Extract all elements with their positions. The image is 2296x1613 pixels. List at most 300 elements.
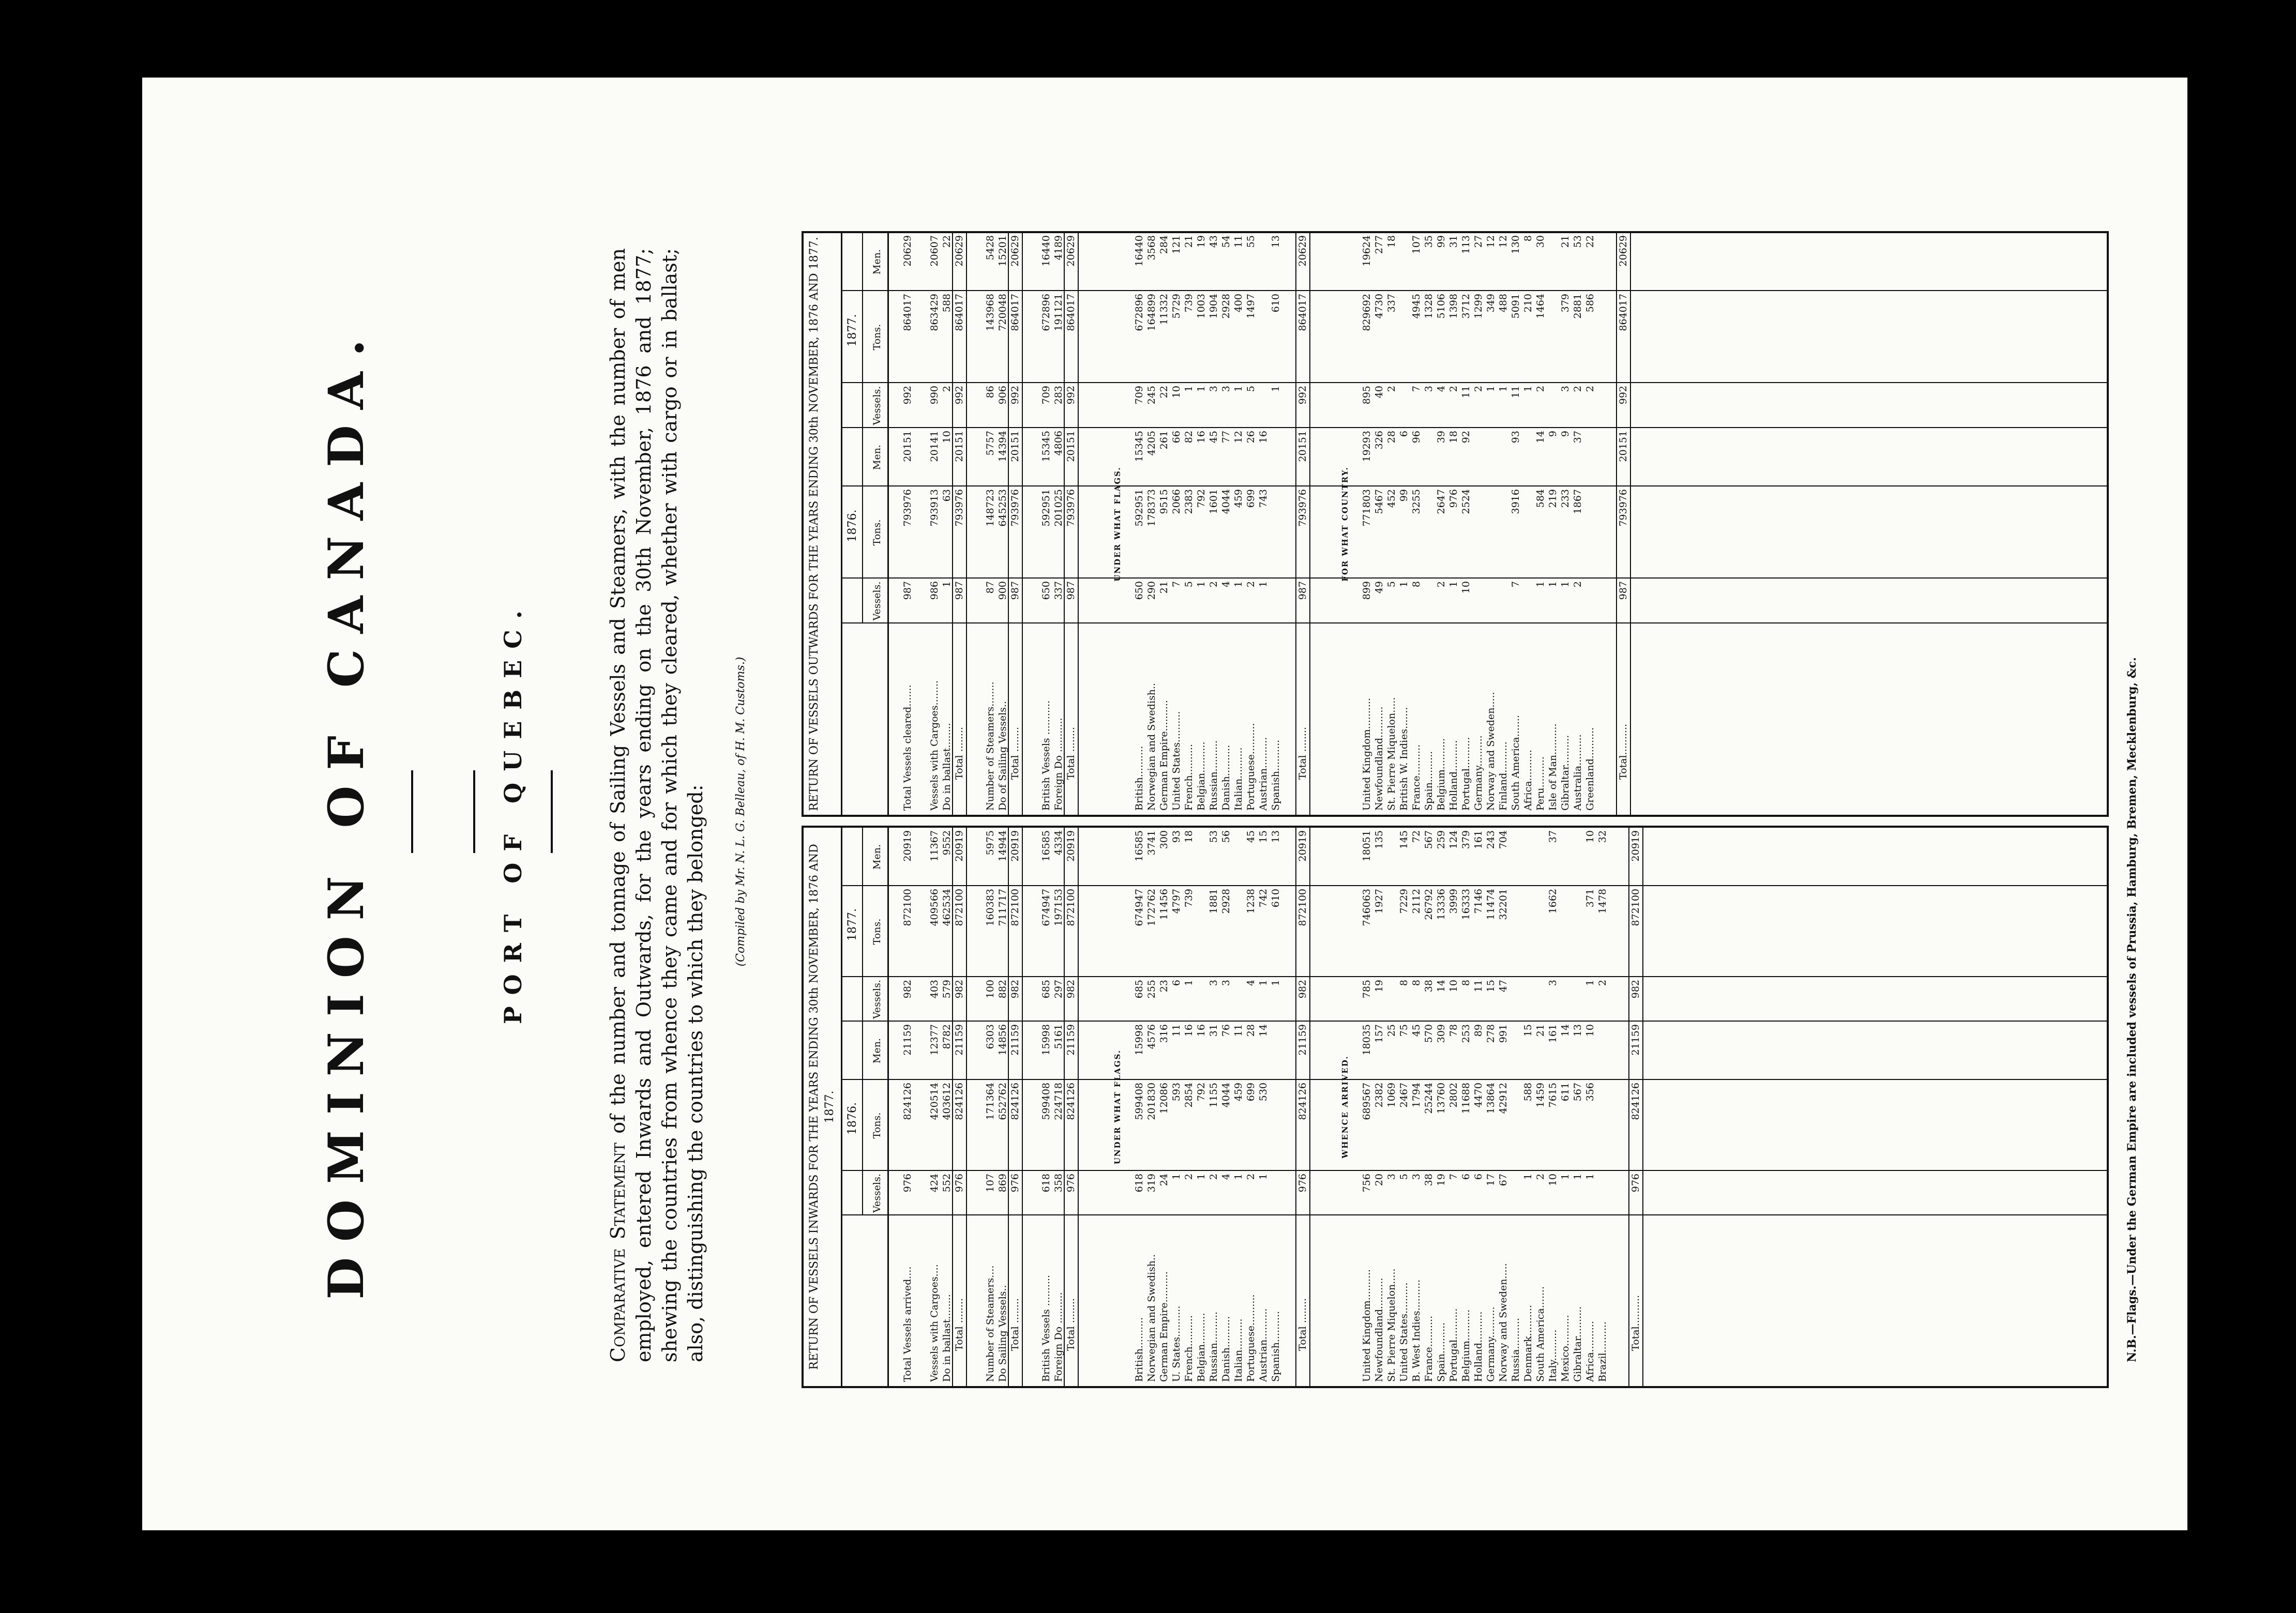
inwards-cell: 1 xyxy=(1196,1174,1207,1180)
inwards-cell: 579 xyxy=(941,980,953,999)
outwards-row-label: United States.......... xyxy=(1171,711,1182,811)
outwards-cell: 895 xyxy=(1361,386,1372,405)
inwards-cell: 1 xyxy=(1258,1174,1269,1180)
outwards-row xyxy=(1009,233,1021,815)
subtitle-rule-bottom xyxy=(551,770,553,853)
inwards-cell: 872100 xyxy=(1297,889,1308,926)
outwards-row-label: Total Vessels cleared....... xyxy=(902,684,913,811)
outwards-cell: 488 xyxy=(1498,294,1509,313)
inwards-cell: 824126 xyxy=(1297,1083,1308,1120)
inwards-row xyxy=(1411,828,1422,1386)
inwards-row xyxy=(1040,828,1052,1386)
outwards-cell: 22 xyxy=(1158,386,1170,399)
outwards-cell: 987 xyxy=(1618,581,1629,600)
outwards-cell: 27 xyxy=(1473,235,1484,248)
outwards-col-2: Men. xyxy=(871,445,883,470)
inwards-cell: 2467 xyxy=(1398,1083,1410,1108)
outwards-row-label: Number of Steamers........ xyxy=(985,681,996,811)
outwards-cell: 2 xyxy=(1386,386,1397,392)
outwards-row-label: United Kingdom.......... xyxy=(1361,697,1372,811)
rotated-page-content xyxy=(142,93,2187,1530)
outwards-row xyxy=(1134,233,1145,815)
inwards-row xyxy=(1572,828,1583,1386)
outwards-cell: 3 xyxy=(1560,386,1571,392)
inwards-cell: 13336 xyxy=(1436,889,1447,920)
outwards-cell: 2 xyxy=(1572,581,1583,588)
outwards-row xyxy=(1258,233,1269,815)
inwards-cell: 38 xyxy=(1423,1174,1434,1186)
inwards-cell: 371 xyxy=(1584,889,1596,908)
footnote: N.B.—Flags.—Under the German Empire are included vessels of Prussia, Hamburg, Bremen, Mecklenburg, &c. xyxy=(2125,657,2139,1362)
inwards-cell: 16585 xyxy=(1040,830,1052,862)
inwards-cell: 1794 xyxy=(1411,1083,1422,1108)
inwards-year-block-77 xyxy=(842,828,889,1022)
outwards-year-77: 1877. xyxy=(842,233,863,428)
outwards-cell: 379 xyxy=(1560,294,1571,313)
inwards-total-rule xyxy=(1022,828,1023,1386)
outwards-cell: 21 xyxy=(1183,235,1195,248)
inwards-cell: 424 xyxy=(929,1174,940,1193)
inwards-cell: 75 xyxy=(1398,1024,1410,1037)
inwards-cell: 72 xyxy=(1411,830,1422,843)
inwards-cell: 5975 xyxy=(985,830,996,856)
outwards-cell: 899 xyxy=(1361,581,1372,600)
outwards-row xyxy=(1386,233,1397,815)
outwards-row-label: Total.......... xyxy=(1618,723,1629,780)
inwards-row-label: Foreign Do .......... xyxy=(1053,1292,1064,1382)
outwards-cell: 15345 xyxy=(1134,431,1145,462)
outwards-row xyxy=(1270,233,1281,815)
outwards-cell: 650 xyxy=(1040,581,1052,600)
inwards-row xyxy=(1053,828,1064,1386)
subtitle-rule-top xyxy=(473,770,475,853)
inwards-cell: 20919 xyxy=(1065,830,1077,862)
outwards-cell: 2 xyxy=(1448,386,1459,392)
inwards-cell: 1 xyxy=(1233,1174,1244,1180)
inwards-cell: 8 xyxy=(1398,980,1410,986)
inwards-row xyxy=(1171,828,1182,1386)
outwards-cell: 2 xyxy=(941,386,953,392)
outwards-cell: 349 xyxy=(1485,294,1497,313)
outwards-cell: 39 xyxy=(1436,431,1447,444)
inwards-cell: 4 xyxy=(1245,980,1257,986)
outwards-cell: 66 xyxy=(1171,431,1182,444)
inwards-total-rule xyxy=(1642,828,1643,1386)
inwards-cell: 47 xyxy=(1498,980,1509,993)
outwards-cell: 720048 xyxy=(997,294,1008,331)
inwards-cell: 16 xyxy=(1196,1024,1207,1037)
outwards-row xyxy=(1460,233,1472,815)
outwards-cell: 3568 xyxy=(1146,235,1157,261)
outwards-cell: 987 xyxy=(954,581,965,600)
outwards-cell: 283 xyxy=(1053,386,1064,405)
inwards-cell: 1 xyxy=(1258,980,1269,986)
outwards-cell: 987 xyxy=(1297,581,1308,600)
inwards-row-label: South America....... xyxy=(1535,1286,1546,1382)
outwards-cell: 1 xyxy=(1448,581,1459,588)
outwards-cell: 1904 xyxy=(1208,294,1219,319)
inwards-cell: 792 xyxy=(1196,1083,1207,1102)
inwards-row xyxy=(1436,828,1447,1386)
inwards-cell: 2928 xyxy=(1220,889,1232,914)
inwards-cell: 316 xyxy=(1158,1024,1170,1043)
inwards-cell: 15 xyxy=(1258,830,1269,843)
inwards-cell: 882 xyxy=(997,980,1008,999)
outwards-row-label: Italian.......... xyxy=(1233,747,1244,811)
inwards-row-label: Brazil.......... xyxy=(1597,1321,1608,1382)
inwards-cell: 976 xyxy=(1009,1174,1021,1193)
inwards-cell: 872100 xyxy=(1065,889,1077,926)
outwards-cell: 21 xyxy=(1158,581,1170,594)
inwards-cell: 611 xyxy=(1560,1083,1571,1102)
inwards-cell: 197153 xyxy=(1053,889,1064,926)
intro-lead: Comparative Statement xyxy=(607,1143,629,1362)
outwards-cell: 5 xyxy=(1183,581,1195,588)
outwards-cell: 20141 xyxy=(929,431,940,462)
outwards-cell: 699 xyxy=(1245,489,1257,508)
inwards-cell: 297 xyxy=(1053,980,1064,999)
outwards-row xyxy=(1146,233,1157,815)
outwards-cell: 4205 xyxy=(1146,431,1157,456)
inwards-cell: 699 xyxy=(1245,1083,1257,1102)
outwards-cell: 3712 xyxy=(1460,294,1472,319)
inwards-cell: 824126 xyxy=(1009,1083,1021,1120)
outwards-cell: 3 xyxy=(1423,386,1434,392)
inwards-cell: 21159 xyxy=(1065,1024,1077,1056)
outwards-cell: 337 xyxy=(1053,581,1064,600)
inwards-cell: 652762 xyxy=(997,1083,1008,1120)
inwards-cell: 3 xyxy=(1547,980,1559,986)
inwards-cell: 12086 xyxy=(1158,1083,1170,1114)
outwards-cell: 793976 xyxy=(902,489,913,527)
outwards-cell: 1867 xyxy=(1572,489,1583,514)
outwards-cell: 4044 xyxy=(1220,489,1232,514)
outwards-cell: 1 xyxy=(1498,386,1509,392)
compiled-by-note: (Compiled by Mr. N. L. G. Belleau, of H. M. Customs.) xyxy=(734,657,747,967)
outwards-cell: 592951 xyxy=(1040,489,1052,527)
outwards-cell: 793976 xyxy=(1618,489,1629,527)
inwards-cell: 100 xyxy=(985,980,996,999)
outwards-year-76: 1876. xyxy=(842,428,863,623)
outwards-row-label: Greenland.......... xyxy=(1584,727,1596,811)
outwards-cell: 20151 xyxy=(1297,431,1308,462)
inwards-cell: 685 xyxy=(1134,980,1145,999)
inwards-cell: 1238 xyxy=(1245,889,1257,914)
inwards-cell: 11456 xyxy=(1158,889,1170,920)
inwards-col-2: Men. xyxy=(871,844,883,870)
inwards-total-rule xyxy=(1064,828,1065,1386)
inwards-total-rule xyxy=(1078,828,1079,1386)
outwards-cell: 20151 xyxy=(1618,431,1629,462)
outwards-cell: 130 xyxy=(1510,235,1521,254)
inwards-row xyxy=(1297,828,1308,1386)
outwards-row xyxy=(929,233,940,815)
outwards-cell: 864017 xyxy=(954,294,965,331)
outwards-cell: 45 xyxy=(1208,431,1219,444)
inwards-cell: 824126 xyxy=(954,1083,965,1120)
inwards-cell: 8782 xyxy=(941,1024,953,1049)
inwards-cell: 711717 xyxy=(997,889,1008,926)
outwards-cell: 92 xyxy=(1460,431,1472,444)
inwards-cell: 674947 xyxy=(1040,889,1052,926)
outwards-cell: 7 xyxy=(1171,581,1182,588)
outwards-cell: 49 xyxy=(1373,581,1385,594)
outwards-row-label: France.......... xyxy=(1411,744,1422,811)
inwards-cell: 76 xyxy=(1220,1024,1232,1037)
inwards-cell: 26792 xyxy=(1423,889,1434,920)
outwards-cell: 22 xyxy=(1584,235,1596,248)
inwards-cell: 259 xyxy=(1436,830,1447,849)
outwards-total-rule xyxy=(1630,233,1631,815)
inwards-cell: 420514 xyxy=(929,1083,940,1120)
outwards-cell: 5 xyxy=(1245,386,1257,392)
inwards-row xyxy=(1560,828,1571,1386)
inwards-cell: 9552 xyxy=(941,830,953,856)
inwards-row xyxy=(1373,828,1385,1386)
outwards-row xyxy=(1473,233,1484,815)
inwards-cell: 14 xyxy=(1258,1024,1269,1037)
outwards-cell: 400 xyxy=(1233,294,1244,313)
inwards-cell: 991 xyxy=(1498,1024,1509,1043)
outwards-cell: 6 xyxy=(1398,431,1410,437)
inwards-cell: 1927 xyxy=(1373,889,1385,914)
outwards-col-0: Vessels. xyxy=(871,386,883,425)
outwards-cell: 20629 xyxy=(902,235,913,267)
outwards-cell: 2524 xyxy=(1460,489,1472,514)
outwards-cell: 12 xyxy=(1233,431,1244,444)
inwards-cell: 45 xyxy=(1411,1024,1422,1037)
outwards-cell: 5467 xyxy=(1373,489,1385,514)
inwards-cell: 309 xyxy=(1436,1024,1447,1043)
inwards-year-77: 1877. xyxy=(842,828,863,1022)
inwards-cell: 824126 xyxy=(902,1083,913,1120)
inwards-cell: 16333 xyxy=(1460,889,1472,920)
inwards-cell: 872100 xyxy=(954,889,965,926)
inwards-row-label: Total Vessels arrived.... xyxy=(902,1266,913,1382)
outwards-cell: 30 xyxy=(1535,235,1546,248)
outwards-row xyxy=(1510,233,1521,815)
inwards-cell: 379 xyxy=(1460,830,1472,849)
inwards-cell: 7 xyxy=(1448,1174,1459,1180)
inwards-cell: 107 xyxy=(985,1174,996,1193)
inwards-cell: 20 xyxy=(1373,1174,1385,1186)
outwards-row xyxy=(997,233,1008,815)
inwards-cell: 1 xyxy=(1183,980,1195,986)
inwards-cell: 3999 xyxy=(1448,889,1459,914)
inwards-cell: 11688 xyxy=(1460,1083,1472,1114)
outwards-row-label: Russian.......... xyxy=(1208,740,1219,811)
outwards-cell: 864017 xyxy=(1618,294,1629,331)
inwards-cell: 19 xyxy=(1436,1174,1447,1186)
inwards-row xyxy=(1134,828,1145,1386)
outwards-row-label: Foreign Do ........... xyxy=(1053,718,1064,811)
inwards-cell: 21159 xyxy=(1297,1024,1308,1056)
outwards-cell: 829692 xyxy=(1361,294,1372,331)
outwards-cell: 284 xyxy=(1158,235,1170,254)
outwards-cell: 20151 xyxy=(954,431,965,462)
title-rule xyxy=(411,770,413,853)
outwards-cell: 1601 xyxy=(1208,489,1219,514)
outwards-cell: 992 xyxy=(1618,386,1629,405)
inwards-row-label: Belgium.......... xyxy=(1460,1309,1472,1382)
outwards-cell: 1 xyxy=(1196,581,1207,588)
inwards-row-label: Total ........ xyxy=(1009,1298,1021,1351)
outwards-cell: 15345 xyxy=(1040,431,1052,462)
intro-paragraph xyxy=(605,248,708,1362)
inwards-cell: 15 xyxy=(1522,1024,1534,1037)
outwards-whither-heading: FOR WHAT COUNTRY. xyxy=(1340,466,1350,582)
inwards-cell: 21159 xyxy=(902,1024,913,1056)
outwards-cell: 18 xyxy=(1448,431,1459,444)
outwards-row xyxy=(1572,233,1583,815)
inwards-cell: 756 xyxy=(1361,1174,1372,1193)
outwards-cell: 709 xyxy=(1040,386,1052,405)
inwards-heading: RETURN OF VESSELS INWARDS FOR THE YEARS ENDING 30th NOVEMBER, 1876 AND 1877. xyxy=(804,828,842,1386)
inwards-row-label: Norwegian and Swedish.. xyxy=(1146,1254,1157,1382)
outwards-cell: 99 xyxy=(1398,489,1410,502)
outwards-cell: 11 xyxy=(1460,386,1472,399)
inwards-row-label: Do in ballast........ xyxy=(941,1294,953,1382)
outwards-cell: 672896 xyxy=(1134,294,1145,331)
inwards-cell: 4470 xyxy=(1473,1083,1484,1108)
inwards-row-label: Total ........ xyxy=(954,1298,965,1351)
inwards-col-1: Tons. xyxy=(871,1112,883,1139)
inwards-cell: 689567 xyxy=(1361,1083,1372,1120)
inwards-cell: 824126 xyxy=(1630,1083,1641,1120)
inwards-cell: 21159 xyxy=(1009,1024,1021,1056)
outwards-cell: 86 xyxy=(985,386,996,399)
outwards-cell: 592951 xyxy=(1134,489,1145,527)
outwards-cell: 99 xyxy=(1436,235,1447,248)
inwards-cell: 20919 xyxy=(954,830,965,862)
inwards-row xyxy=(1196,828,1207,1386)
outwards-cell: 11 xyxy=(1233,235,1244,248)
inwards-cell: 171364 xyxy=(985,1083,996,1120)
outwards-row-label: South America....... xyxy=(1510,715,1521,811)
outwards-cell: 992 xyxy=(1065,386,1077,405)
outwards-cell: 987 xyxy=(902,581,913,600)
outwards-col-1: Tons. xyxy=(871,324,883,351)
outwards-cell: 1 xyxy=(1233,386,1244,392)
outwards-cell: 1 xyxy=(1270,386,1281,392)
inwards-cell: 11367 xyxy=(929,830,940,862)
inwards-row-label: British Vessels .......... xyxy=(1040,1274,1052,1382)
inwards-row xyxy=(1270,828,1281,1386)
outwards-cell: 13 xyxy=(1270,235,1281,248)
inwards-row xyxy=(1009,828,1021,1386)
outwards-total-rule xyxy=(1008,233,1009,815)
outwards-cell: 20629 xyxy=(954,235,965,267)
outwards-row-label: Total ........ xyxy=(1297,726,1308,780)
inwards-cell: 2 xyxy=(1245,1174,1257,1180)
inwards-whence-heading: WHENCE ARRIVED. xyxy=(1340,1055,1350,1159)
outwards-cell: 1003 xyxy=(1196,294,1207,319)
inwards-cell: 618 xyxy=(1040,1174,1052,1193)
outwards-cell: 3 xyxy=(1220,386,1232,392)
inwards-row xyxy=(1597,828,1608,1386)
inwards-total-rule xyxy=(1008,828,1009,1386)
outwards-cell: 793976 xyxy=(1009,489,1021,527)
inwards-row-label: Spain.......... xyxy=(1436,1322,1447,1382)
outwards-cell: 793913 xyxy=(929,489,940,527)
outwards-cell: 43 xyxy=(1208,235,1219,248)
inwards-cell: 982 xyxy=(1065,980,1077,999)
outwards-cell: 15201 xyxy=(997,235,1008,267)
outwards-cell: 650 xyxy=(1134,581,1145,600)
outwards-cell: 277 xyxy=(1373,235,1385,254)
inwards-total-rule xyxy=(952,828,953,1386)
inwards-row-label: B. West Indies.......... xyxy=(1411,1279,1422,1382)
inwards-cell: 976 xyxy=(902,1174,913,1193)
inwards-cell: 593 xyxy=(1171,1083,1182,1102)
outwards-cell: 9 xyxy=(1560,431,1571,437)
outwards-row-label: Total ........ xyxy=(1065,726,1077,780)
outwards-row xyxy=(1297,233,1308,815)
inwards-row xyxy=(902,828,913,1386)
outwards-row-label: Portugal.......... xyxy=(1460,737,1472,811)
outwards-cell: 10 xyxy=(1171,386,1182,399)
outwards-cell: 63 xyxy=(941,489,953,502)
outwards-cell: 107 xyxy=(1411,235,1422,254)
inwards-cell: 157 xyxy=(1373,1024,1385,1043)
outwards-row-label: Do in ballast........ xyxy=(941,723,953,811)
outwards-cell: 588 xyxy=(941,294,953,313)
outwards-row xyxy=(1423,233,1434,815)
outwards-row xyxy=(1065,233,1077,815)
inwards-cell: 976 xyxy=(1297,1174,1308,1193)
inwards-total-rule xyxy=(1309,828,1310,1386)
inwards-cell: 78 xyxy=(1448,1024,1459,1037)
outwards-row-label: Finland.......... xyxy=(1498,741,1509,811)
outwards-cell: 1 xyxy=(1522,386,1534,392)
inwards-row-label: Russia.......... xyxy=(1510,1318,1521,1382)
outwards-cell: 992 xyxy=(1297,386,1308,405)
inwards-row xyxy=(929,828,940,1386)
outwards-row-label: Austrian.......... xyxy=(1258,737,1269,811)
outwards-cell: 586 xyxy=(1584,294,1596,313)
inwards-total-rule xyxy=(1628,828,1629,1386)
inwards-cell: 2 xyxy=(1183,1174,1195,1180)
outwards-cell: 10 xyxy=(1460,581,1472,594)
inwards-cell: 10 xyxy=(1448,980,1459,993)
inwards-cell: 32201 xyxy=(1498,889,1509,920)
outwards-row xyxy=(1398,233,1410,815)
inwards-cell: 4 xyxy=(1220,1174,1232,1180)
inwards-cell: 25244 xyxy=(1423,1083,1434,1114)
inwards-row xyxy=(1485,828,1497,1386)
outwards-cell: 20629 xyxy=(1065,235,1077,267)
outwards-row xyxy=(1196,233,1207,815)
outwards-row xyxy=(1233,233,1244,815)
document-title: DOMINION OF CANADA. xyxy=(318,324,375,1300)
inwards-cell: 746063 xyxy=(1361,889,1372,926)
inwards-cell: 1881 xyxy=(1208,889,1219,914)
inwards-cell: 38 xyxy=(1423,980,1434,993)
outwards-row-label: Holland.......... xyxy=(1448,740,1459,811)
inwards-cell: 300 xyxy=(1158,830,1170,849)
outwards-cell: 2928 xyxy=(1220,294,1232,319)
outwards-row-label: Gibraltar.......... xyxy=(1560,735,1571,811)
outwards-year-block-76 xyxy=(842,428,889,623)
outwards-row-label: British.......... xyxy=(1134,745,1145,811)
inwards-cell: 8 xyxy=(1460,980,1472,986)
outwards-cell: 900 xyxy=(997,581,1008,600)
outwards-row xyxy=(1584,233,1596,815)
inwards-cell: 20919 xyxy=(1297,830,1308,862)
outwards-cell: 2 xyxy=(1245,581,1257,588)
outwards-cell: 178373 xyxy=(1146,489,1157,527)
inwards-cell: 824126 xyxy=(1065,1083,1077,1120)
